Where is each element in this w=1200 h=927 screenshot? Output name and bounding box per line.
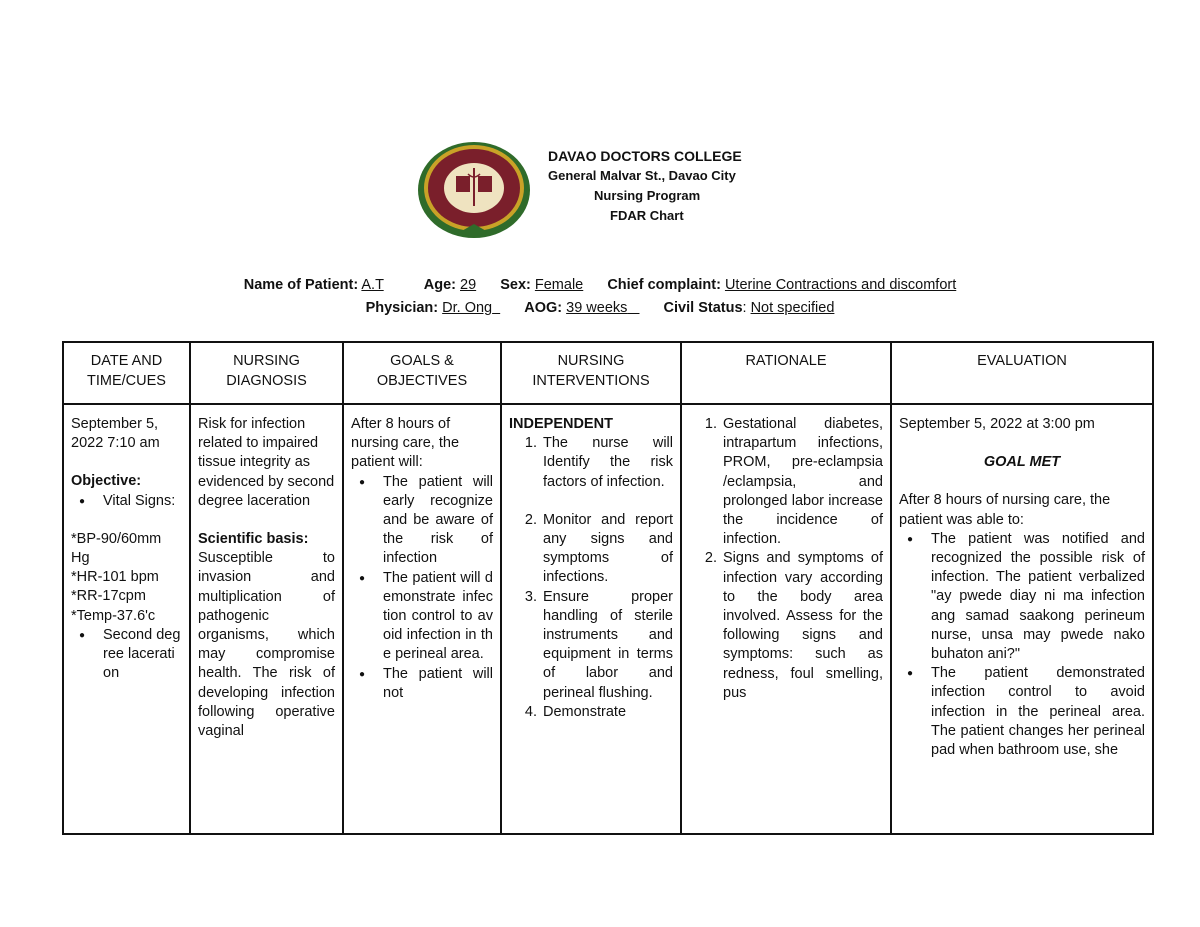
school-name: DAVAO DOCTORS COLLEGE <box>548 148 742 164</box>
vital-signs-item: ● Vital Signs: <box>103 492 182 511</box>
aog: 39 weeks <box>566 300 628 316</box>
patient-info-line-2: Physician: Dr. Ong AOG: 39 weeks Civil Status: Not specified <box>365 300 835 316</box>
rationale-item: 1. Gestational diabetes, intrapartum infections, PROM, pre-eclampsia /eclampsia, and prolonged labor increase the incidence of infection. <box>721 415 883 549</box>
temp-value: *Temp-37.6'c <box>71 607 156 624</box>
header-date-cues: DATE AND TIME/CUES <box>63 342 190 404</box>
table-row <box>63 404 1153 834</box>
intervention-item: 4. Demonstrate <box>541 703 673 722</box>
independent-heading: INDEPENDENT <box>509 416 613 432</box>
header-interventions: NURSING INTERVENTIONS <box>501 342 681 404</box>
laceration-item: ● Second degree laceration <box>103 626 182 684</box>
patient-age: 29 <box>460 277 477 293</box>
goal-item: ● The patient will demonstrate infection control to avoid infection in the perineal area. <box>383 569 493 665</box>
patient-name: A.T <box>361 277 384 293</box>
header-diagnosis: NURSING DIAGNOSIS <box>190 342 343 404</box>
table-header-row <box>63 342 1153 404</box>
aog-label: AOG: <box>524 300 563 316</box>
header-evaluation: EVALUATION <box>891 342 1153 404</box>
goal-status: GOAL MET <box>983 454 1061 471</box>
name-label: Name of Patient: <box>243 277 359 293</box>
evaluation-item: ● The patient was notified and recognized the possible risk of infection. The patient verbalized "ay pwede diay ni ma infection ang samad saakong perineum nurse, unsa may pwede nako buhaton ani?" <box>931 530 1145 664</box>
diagnosis-text: Risk for infection related to impaired tissue integrity as evidenced by second degree laceration <box>198 416 335 509</box>
civil-status-label: Civil Status <box>663 300 743 316</box>
intervention-item: 2. Monitor and report any signs and symptoms of infections. <box>541 511 673 588</box>
scientific-basis-label: Scientific basis: <box>198 531 309 548</box>
program-name: Nursing Program <box>594 188 701 203</box>
rationale-cell <box>681 404 891 834</box>
physician-label: Physician: <box>365 300 439 316</box>
physician: Dr. Ong <box>442 300 493 316</box>
patient-info-line-1 <box>0 275 1200 295</box>
fdar-table <box>62 341 1154 835</box>
evaluation-intro: After 8 hours of nursing care, the patient was able to: <box>899 492 1111 528</box>
letterhead <box>416 140 796 240</box>
chief-complaint: Uterine Contractions and discomfort <box>724 277 957 293</box>
chart-name: FDAR Chart <box>610 208 684 223</box>
goal-item: ● The patient will not <box>383 665 493 703</box>
objective-label: Objective: <box>71 473 142 490</box>
header-rationale: RATIONALE <box>681 342 891 404</box>
evaluation-item: ● The patient demonstrated infection control to avoid infection in the perineal area. The patient changes her perineal pad when bathroom use, she <box>931 664 1145 760</box>
goals-cell <box>343 404 501 834</box>
college-seal-icon <box>416 140 532 240</box>
rationale-item: 2. Signs and symptoms of infection vary according to the body area involved. Assess for the following signs and symptoms: such as redness, foul smelling, pus <box>721 549 883 703</box>
civil-status: Not specified <box>750 300 835 316</box>
diagnosis-cell <box>190 404 343 834</box>
scientific-basis-text: Susceptible to invasion and multiplication of pathogenic organisms, which may compromise health. The risk of developing infection following operative vaginal <box>198 550 335 740</box>
cues-datetime: September 5, 2022 7:10 am <box>71 416 160 452</box>
evaluation-cell <box>891 404 1153 834</box>
interventions-cell <box>501 404 681 834</box>
bp-value: *BP-90/60mm Hg <box>71 530 162 567</box>
school-address: General Malvar St., Davao City <box>548 168 736 183</box>
goals-intro: After 8 hours of nursing care, the patient will: <box>351 416 460 471</box>
header-goals: GOALS & OBJECTIVES <box>343 342 501 404</box>
cues-cell <box>63 404 190 834</box>
sex-label: Sex: <box>500 277 531 293</box>
intervention-item: 3. Ensure proper handling of sterile instruments and equipment in terms of labor and perineal flushing. <box>541 588 673 703</box>
rr-value: *RR-17cpm <box>71 588 146 605</box>
hr-value: *HR-101 bpm <box>71 569 159 586</box>
school-info <box>548 146 808 226</box>
evaluation-datetime: September 5, 2022 at 3:00 pm <box>899 416 1095 432</box>
intervention-item: 1. The nurse will Identify the risk factors of infection. <box>541 434 673 492</box>
goal-item: ● The patient will early recognize and be aware of the risk of infection <box>383 473 493 569</box>
age-label: Age: <box>423 277 456 293</box>
patient-sex: Female <box>534 277 584 293</box>
complaint-label: Chief complaint: <box>607 277 721 293</box>
